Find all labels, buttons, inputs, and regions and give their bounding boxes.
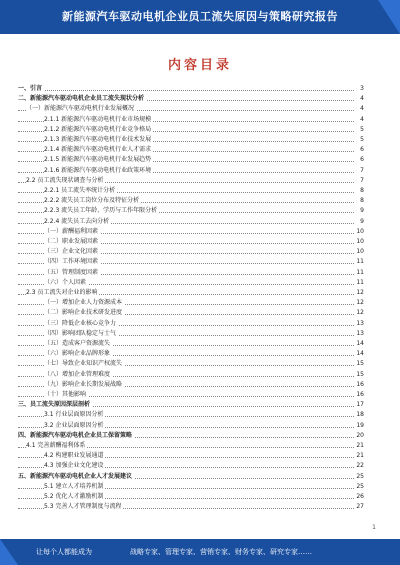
toc-entry[interactable] bbox=[18, 390, 364, 399]
toc-entry[interactable] bbox=[18, 125, 364, 134]
toc-entry[interactable] bbox=[18, 329, 364, 338]
toc-entry-page: 10 bbox=[356, 227, 364, 235]
toc-entry-page: 12 bbox=[356, 289, 364, 296]
toc-entry-title: 2.2.1 员工流失率统计分析 bbox=[44, 187, 116, 194]
toc-entry-title: （五）管理制度因素 bbox=[44, 268, 99, 276]
toc-entry-title: 2.2.3 流失员工年龄、学历与工作年限分析 bbox=[44, 207, 158, 215]
toc-entry-title: （十）其他影响 bbox=[44, 391, 87, 398]
toc-entry-title: （一）薪酬福利因素 bbox=[44, 227, 99, 235]
toc-entry-title: 4.2 构建职业发展通道 bbox=[44, 452, 104, 460]
toc-entry[interactable] bbox=[18, 237, 364, 246]
toc-entry[interactable] bbox=[18, 206, 364, 215]
toc-entry-page: 9 bbox=[360, 207, 364, 215]
toc-entry-title: （三）降低企业核心竞争力 bbox=[44, 319, 117, 327]
toc-entry-page: 20 bbox=[356, 431, 364, 439]
toc-entry-page: 6 bbox=[360, 156, 364, 164]
toc-entry-page: 11 bbox=[356, 258, 364, 266]
toc-entry[interactable] bbox=[18, 288, 364, 297]
toc-entry-title: （五）造成客户资源流失 bbox=[44, 340, 111, 347]
toc-entry-page: 13 bbox=[356, 329, 364, 337]
toc-entry-title: 4.3 加强企业文化建设 bbox=[44, 462, 104, 470]
toc-entry-page: 3 bbox=[360, 85, 364, 92]
toc-entry-title: （二）影响企业技术研发进度 bbox=[44, 309, 123, 317]
toc-leader-dots bbox=[18, 90, 354, 91]
toc-entry-page: 9 bbox=[360, 217, 364, 225]
page-title: 内容目录 bbox=[167, 58, 232, 73]
toc-entry[interactable] bbox=[18, 400, 364, 409]
toc-entry-page: 21 bbox=[356, 452, 364, 460]
toc-entry-page: 21 bbox=[356, 442, 364, 449]
toc-entry-title: 2.2.4 流失员工去向分析 bbox=[44, 217, 110, 225]
toc-entry-page: 15 bbox=[356, 370, 364, 378]
toc-entry-title: 5.1 建立人才培养机制 bbox=[44, 482, 104, 490]
toc-entry[interactable] bbox=[18, 441, 364, 450]
toc-entry[interactable] bbox=[18, 421, 364, 430]
toc-entry-page: 12 bbox=[356, 309, 364, 317]
toc-entry-title: （三）企业文化因素 bbox=[44, 248, 99, 256]
toc-entry-title: （一）增加企业人力资源成本 bbox=[44, 299, 123, 307]
toc-entry[interactable] bbox=[18, 359, 364, 368]
toc-entry-title: 2.2.2 流失员工岗位分布及特征分析 bbox=[44, 197, 140, 205]
toc-entry[interactable] bbox=[18, 339, 364, 348]
toc-entry[interactable] bbox=[18, 492, 364, 501]
toc-entry-title: 二、新能源汽车驱动电机企业员工流失现状分析 bbox=[18, 95, 145, 103]
footer-bar bbox=[0, 539, 400, 565]
toc-entry[interactable] bbox=[18, 278, 364, 287]
toc-entry[interactable] bbox=[18, 319, 364, 328]
page-number: 1 bbox=[372, 524, 376, 531]
toc-entry-page: 25 bbox=[356, 472, 364, 480]
toc-entry-page: 15 bbox=[356, 360, 364, 368]
footer-corner-decoration bbox=[0, 539, 18, 565]
toc-entry-page: 16 bbox=[356, 391, 364, 398]
toc-entry-title: 2.1.4 新能源汽车驱动电机行业人才需求 bbox=[44, 146, 152, 154]
toc-entry-title: 3.2 企业层面原因分析 bbox=[44, 421, 104, 429]
toc-entry-page: 14 bbox=[356, 350, 364, 358]
toc-entry-title: 3.1 行业层面原因分析 bbox=[44, 411, 104, 419]
toc-entry[interactable] bbox=[18, 410, 364, 419]
toc-entry-page: 10 bbox=[356, 238, 364, 245]
footer-slogan: 让每个人都能成为 bbox=[36, 548, 92, 556]
toc-entry-page: 5 bbox=[360, 136, 364, 143]
toc-entry-page: 10 bbox=[356, 248, 364, 256]
toc-entry-title: 4.1 完善薪酬福利体系 bbox=[26, 442, 86, 449]
toc-entry[interactable] bbox=[18, 472, 364, 481]
toc-entry-title: 2.1.1 新能源汽车驱动电机行业市场规模 bbox=[44, 115, 152, 123]
toc-entry[interactable] bbox=[18, 298, 364, 307]
toc-entry-title: 5.2 优化人才激励机制 bbox=[44, 493, 104, 500]
toc-entry[interactable] bbox=[18, 186, 364, 195]
toc-entry[interactable] bbox=[18, 196, 364, 205]
toc-entry-title: 2.1.5 新能源汽车驱动电机行业发展趋势 bbox=[44, 156, 152, 164]
toc-entry-page: 11 bbox=[356, 268, 364, 276]
toc-entry-page: 22 bbox=[356, 462, 364, 470]
toc-entry[interactable] bbox=[18, 176, 364, 185]
toc-entry-title: （七）导致企业知识产权流失 bbox=[44, 360, 123, 368]
toc-entry[interactable] bbox=[18, 94, 364, 103]
report-title: 新能源汽车驱动电机企业员工流失原因与策略研究报告 bbox=[62, 10, 338, 23]
toc-entry-title: 2.1.3 新能源汽车驱动电机行业技术发展 bbox=[44, 136, 152, 143]
toc-entry[interactable] bbox=[18, 308, 364, 317]
toc-entry-title: （二）职业发展因素 bbox=[44, 238, 99, 245]
toc-entry-page: 5 bbox=[360, 125, 364, 133]
toc-entry-title: 5.3 完善人才管理制度与流程 bbox=[44, 503, 122, 511]
toc-entry-title: 2.3 员工流失对企业的影响 bbox=[26, 289, 98, 296]
toc-entry-page: 12 bbox=[356, 299, 364, 307]
toc-entry-page: 13 bbox=[356, 319, 364, 327]
toc-entry-page: 16 bbox=[356, 380, 364, 388]
toc-entry[interactable] bbox=[18, 217, 364, 226]
toc-entry[interactable] bbox=[18, 135, 364, 144]
toc-entry[interactable] bbox=[18, 370, 364, 379]
toc-entry[interactable] bbox=[18, 84, 364, 93]
toc-entry-page: 4 bbox=[360, 115, 364, 123]
toc-entry-page: 17 bbox=[356, 401, 364, 409]
toc-entry-page: 25 bbox=[356, 482, 364, 490]
toc-entry[interactable] bbox=[18, 257, 364, 266]
toc-entry-title: 三、员工流失原因深层剖析 bbox=[18, 401, 91, 409]
toc-entry-title: （六）个人因素 bbox=[44, 278, 87, 286]
toc-entry[interactable] bbox=[18, 461, 364, 470]
toc-entry[interactable] bbox=[18, 145, 364, 154]
footer-tags: 战略专家、管理专家、营销专家、财务专家、研究专家…… bbox=[130, 548, 312, 556]
toc-entry-title: 2.2 员工流失现状调查与分析 bbox=[26, 176, 104, 184]
toc-entry[interactable] bbox=[18, 104, 364, 113]
toc-entry[interactable] bbox=[18, 268, 364, 277]
toc-entry-page: 19 bbox=[356, 421, 364, 429]
toc-entry[interactable] bbox=[18, 431, 364, 440]
toc-entry[interactable] bbox=[18, 502, 364, 511]
toc-entry-title: 一、引言 bbox=[18, 85, 43, 92]
toc-entry-title: （四）影响团队稳定与士气 bbox=[44, 329, 117, 337]
toc-entry-title: （六）影响企业品牌形象 bbox=[44, 350, 111, 358]
header-corner-decoration bbox=[378, 0, 400, 34]
toc-entry[interactable] bbox=[18, 227, 364, 236]
toc-entry[interactable] bbox=[18, 349, 364, 358]
toc-entry-title: 2.1.2 新能源汽车驱动电机行业竞争格局 bbox=[44, 125, 152, 133]
toc-entry-title: （一）新能源汽车驱动电机行业发展概况 bbox=[26, 105, 135, 113]
toc-entry-title: （九）影响企业长期发展战略 bbox=[44, 380, 123, 388]
toc-entry[interactable] bbox=[18, 451, 364, 460]
toc-entry-page: 8 bbox=[360, 197, 364, 205]
toc-entry[interactable] bbox=[18, 247, 364, 256]
toc-entry-page: 6 bbox=[360, 146, 364, 154]
toc-entry-page: 8 bbox=[360, 187, 364, 194]
toc-entry-title: （八）增加企业管理难度 bbox=[44, 370, 111, 378]
toc-entry-title: 五、新能源汽车驱动电机企业人才发展建议 bbox=[18, 472, 133, 480]
toc-entry[interactable] bbox=[18, 482, 364, 491]
toc-entry-page: 26 bbox=[356, 493, 364, 500]
toc-entry-title: 2.1.6 新能源汽车驱动电机行业政策环境 bbox=[44, 166, 152, 174]
toc-entry[interactable] bbox=[18, 166, 364, 175]
toc-entry[interactable] bbox=[18, 380, 364, 389]
toc-entry-page: 7 bbox=[360, 166, 364, 174]
toc-entry-page: 4 bbox=[360, 105, 364, 113]
toc-entry-page: 27 bbox=[356, 503, 364, 511]
toc-entry-title: 四、新能源汽车驱动电机企业员工保留策略 bbox=[18, 431, 133, 439]
toc-entry-page: 11 bbox=[356, 278, 364, 286]
table-of-contents bbox=[18, 84, 364, 524]
toc-entry[interactable] bbox=[18, 155, 364, 164]
toc-entry-page: 4 bbox=[360, 95, 364, 103]
toc-entry-page: 18 bbox=[356, 411, 364, 419]
header-bar bbox=[0, 0, 400, 34]
toc-entry-page: 14 bbox=[356, 340, 364, 347]
toc-entry-page: 7 bbox=[360, 176, 364, 184]
toc-entry-title: （四）工作环境因素 bbox=[44, 258, 99, 266]
toc-entry[interactable] bbox=[18, 115, 364, 124]
